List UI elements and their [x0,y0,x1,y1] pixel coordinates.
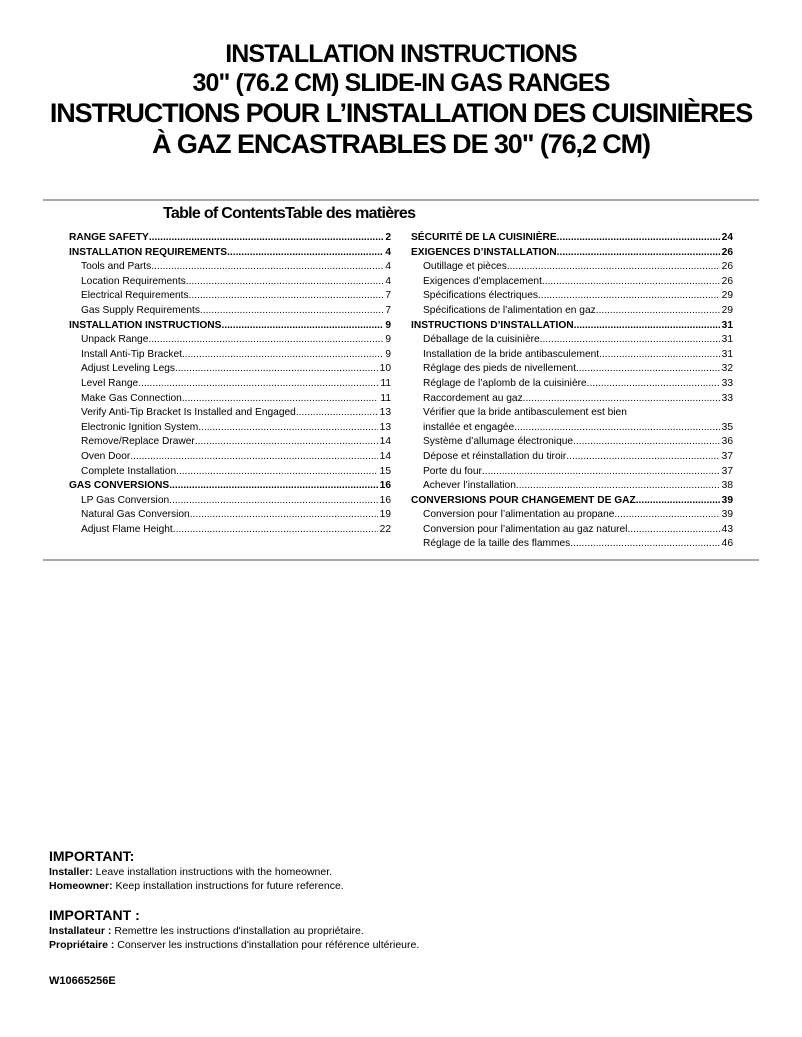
toc-entry-label: LP Gas Conversion [81,494,170,506]
installateur-text: Remettre les instructions d'installation au propriétaire. [111,925,364,937]
title-fr-line1: INSTRUCTIONS POUR L’INSTALLATION DES CUISINIÈRES [49,98,753,128]
toc-entry-page: 4 [385,246,391,258]
toc-entry-label: Tools and Parts [81,261,152,273]
toc-subsection-entry [69,465,391,480]
dot-leader [175,362,378,377]
toc-subsection-entry [69,523,391,538]
title-en-line1: INSTALLATION INSTRUCTIONS [225,40,577,68]
dot-leader [570,537,719,552]
dot-leader [176,465,378,480]
toc-entry-page: 13 [379,421,391,433]
toc-entry-page: 14 [379,436,391,448]
toc-entry-label: Déballage de la cuisinière [423,334,540,346]
dot-leader [523,392,720,407]
toc-entry-page: 32 [721,363,733,375]
toc-section-entry [411,231,733,246]
toc-entry-label: Remove/Replace Drawer [81,436,195,448]
part-number: W10665256E [49,975,116,987]
toc-entry-label: Réglage de la taille des flammes [423,538,571,550]
toc-entry-page: 11 [380,377,391,389]
toc-subsection-entry [411,275,733,290]
dot-leader [189,289,384,304]
installateur-label: Installateur : [49,925,112,937]
toc-entry-page: 33 [721,377,733,389]
toc-entry-page: 33 [721,392,733,404]
dot-leader [573,435,720,450]
important-notice-english [49,848,769,893]
toc-entry-label: Electronic Ignition System [81,421,199,433]
dot-leader [182,348,383,363]
toc-entry-page: 31 [721,334,733,346]
toc-entry-label: installée et engagée [423,421,515,433]
toc-entry-page: 31 [721,319,733,331]
dot-leader [200,304,383,319]
toc-subsection-entry [69,435,391,450]
toc-entry-label: INSTALLATION REQUIREMENTS [69,246,228,258]
toc-entry-label: Porte du four [423,465,482,477]
toc-entry-page: 26 [721,246,733,258]
dot-leader [190,508,378,523]
dot-leader [173,523,378,538]
toc-entry-page: 16 [379,480,391,492]
toc-subsection-entry [411,465,733,480]
document-title [0,40,802,160]
toc-entry-page: 36 [721,436,733,448]
toc-entry-label: GAS CONVERSIONS [69,480,170,492]
dot-leader [151,260,383,275]
dot-leader [516,479,720,494]
toc-entry-label: Spécifications de l’alimentation en gaz [423,304,596,316]
dot-leader [507,260,720,275]
dot-leader [186,275,384,290]
toc-entry-label: Complete Installation [81,465,177,477]
toc-entry-label: Exigences d’emplacement [423,275,542,287]
toc-entry-page: 7 [385,304,391,316]
dot-leader [636,494,720,509]
dot-leader [574,319,720,334]
toc-subsection-entry [69,362,391,377]
title-fr-line2: À GAZ ENCASTRABLES DE 30" (76,2 CM) [152,129,650,159]
dot-leader [169,479,377,494]
toc-entry-label: Spécifications électriques [423,290,538,302]
toc-entry-page: 37 [721,465,733,477]
toc-subsection-entry [69,508,391,523]
toc-entry-label: INSTRUCTIONS D’INSTALLATION [411,319,574,331]
toc-subsection-entry [69,494,391,509]
dot-leader [198,421,377,436]
dot-leader [587,377,720,392]
dot-leader [138,377,378,392]
toc-subsection-entry [411,377,733,392]
installateur-note [49,924,769,938]
toc-entry-label: Installation de la bride antibasculement [423,348,600,360]
toc-section-entry [69,479,391,494]
installer-text: Leave installation instructions with the homeowner. [92,866,333,878]
dot-leader [557,246,720,261]
installer-label: Installer: [49,866,93,878]
toc-section-entry [69,319,391,334]
toc-entry-label: Conversion pour l’alimentation au propane [423,509,615,521]
proprietaire-label: Propriétaire : [49,939,115,951]
toc-entry-page: 16 [379,494,391,506]
toc-subsection-entry [411,479,733,494]
toc-entry-label: CONVERSIONS POUR CHANGEMENT DE GAZ [411,494,636,506]
toc-entry-label: Make Gas Connection [81,392,182,404]
toc-subsection-entry [69,289,391,304]
toc-entry-page: 38 [721,480,733,492]
dot-leader [482,465,720,480]
toc-entry-page: 7 [385,290,391,302]
toc-entry-label: INSTALLATION INSTRUCTIONS [69,319,222,331]
toc-subsection-entry [411,362,733,377]
toc-entry-label: Unpack Range [81,334,149,346]
toc-subsection-entry [69,260,391,275]
toc-entry-label: Dépose et réinstallation du tiroir [423,450,567,462]
toc-subsection-entry [411,289,733,304]
toc-entry-page: 26 [721,275,733,287]
toc-entry-page: 15 [379,465,391,477]
title-en-line2: 30" (76.2 CM) SLIDE-IN GAS RANGES [192,69,610,97]
toc-entry-page: 4 [385,261,391,273]
toc-entry-page: 19 [379,509,391,521]
homeowner-text: Keep installation instructions for future reference. [112,880,344,892]
important-heading-en: IMPORTANT: [49,848,135,864]
dot-leader [195,435,378,450]
dot-leader [169,494,378,509]
toc-entry-page: 10 [379,363,391,375]
toc-entry-label: SÉCURITÉ DE LA CUISINIÈRE [411,232,557,243]
toc-section-entry [69,231,391,246]
toc-entry-page: 35 [721,421,733,433]
toc-entry-label: Achever l’installation [423,480,516,492]
toc-entry-page: 39 [721,509,733,521]
dot-leader [227,246,383,261]
proprietaire-text: Conserver les instructions d'installation pour référence ultérieure. [114,939,420,951]
toc-entry-page: 13 [379,407,391,419]
toc-entry-page: 11 [380,392,391,404]
toc-entry-label-line1: Vérifier que la bride antibasculement est bien [423,407,627,419]
toc-subsection-entry [411,304,733,319]
toc-entry-label: Gas Supply Requirements [81,304,200,316]
toc-section-entry [411,246,733,261]
toc-subsection-entry [69,406,391,421]
toc-section-entry [411,494,733,509]
toc-subsection-entry [411,260,733,275]
dot-leader [614,508,719,523]
toc-column-french [411,231,733,552]
toc-entry-label: Adjust Leveling Legs [81,363,176,375]
toc-entry-label: Install Anti-Tip Bracket [81,348,182,360]
proprietaire-note [49,938,769,952]
toc-entry-label: Oven Door [81,450,131,462]
toc-heading-en: Table of Contents [163,205,286,222]
dot-leader [538,289,720,304]
dot-leader [627,523,719,538]
toc-subsection-entry [69,348,391,363]
toc-subsection-entry [69,421,391,436]
homeowner-label: Homeowner: [49,880,113,892]
dot-leader [296,406,378,421]
toc-subsection-entry [411,421,733,436]
toc-entry-label: Adjust Flame Height [81,523,173,535]
toc-entry-label: Verify Anti-Tip Bracket Is Installed and Engaged [81,407,296,419]
dot-leader [566,450,719,465]
toc-subsection-entry [69,333,391,348]
toc-entry-label: Natural Gas Conversion [81,509,190,521]
toc-subsection-entry [411,508,733,523]
toc-subsection-entry [69,304,391,319]
toc-entry-page: 9 [385,334,391,346]
toc-subsection-entry [411,450,733,465]
toc-subsection-entry [69,450,391,465]
toc-subsection-entry [411,348,733,363]
toc-entry-page: 46 [721,538,733,550]
dot-leader [599,348,720,363]
toc-entry-page: 24 [721,232,733,243]
toc-entry-page: 29 [721,290,733,302]
divider-bottom [43,559,759,561]
toc-entry-page: 43 [721,523,733,535]
dot-leader [221,319,383,334]
toc-entry-label: Raccordement au gaz [423,392,523,404]
dot-leader [576,362,720,377]
dot-leader [542,275,720,290]
toc-entry-label: Conversion pour l’alimentation au gaz naturel [423,523,628,535]
toc-entry-page: 4 [385,275,391,287]
important-notice-french [49,907,769,952]
toc-entry-label: Outillage et pièces [423,261,507,273]
installer-note [49,865,769,879]
toc-entry-label: Système d’allumage électronique [423,436,574,448]
toc-entry-page: 29 [721,304,733,316]
toc-heading [163,205,415,223]
toc-entry-label: Location Requirements [81,275,186,287]
toc-entry-page: 37 [721,450,733,462]
toc-entry-page: 22 [379,523,391,535]
dot-leader [149,231,384,246]
toc-subsection-entry [411,523,733,538]
toc-subsection-entry [69,377,391,392]
dot-leader [182,392,379,407]
dot-leader [130,450,377,465]
dot-leader [148,333,383,348]
toc-subsection-entry [69,392,391,407]
toc-entry-label: Réglage de l’aplomb de la cuisinière [423,377,587,389]
toc-entry-label: EXIGENCES D’INSTALLATION [411,246,557,258]
toc-subsection-entry [411,333,733,348]
toc-entry-page: 26 [721,261,733,273]
dot-leader [540,333,720,348]
dot-leader [514,421,719,436]
toc-entry-label: Electrical Requirements [81,290,189,302]
toc-section-entry [69,246,391,261]
toc-subsection-entry [411,392,733,407]
toc-entry-page: 9 [385,319,391,331]
toc-entry-label: Réglage des pieds de nivellement [423,363,576,375]
toc-subsection-entry [411,435,733,450]
homeowner-note [49,879,769,893]
toc-entry-label: Level Range [81,377,139,389]
toc-entry-page: 39 [721,494,733,506]
toc-subsection-entry [69,275,391,290]
divider-top [43,199,759,201]
toc-entry-page: 14 [379,450,391,462]
toc-entry-page: 2 [385,232,391,243]
toc-subsection-entry [411,537,733,552]
toc-entry-label: RANGE SAFETY [69,232,149,243]
dot-leader [557,231,720,246]
toc-section-entry [411,319,733,334]
toc-heading-fr: Table des matières [285,205,416,222]
important-heading-fr: IMPORTANT : [49,907,140,923]
toc-entry-page: 9 [385,348,391,360]
toc-column-english [69,231,391,537]
toc-entry-page: 31 [721,348,733,360]
dot-leader [596,304,720,319]
